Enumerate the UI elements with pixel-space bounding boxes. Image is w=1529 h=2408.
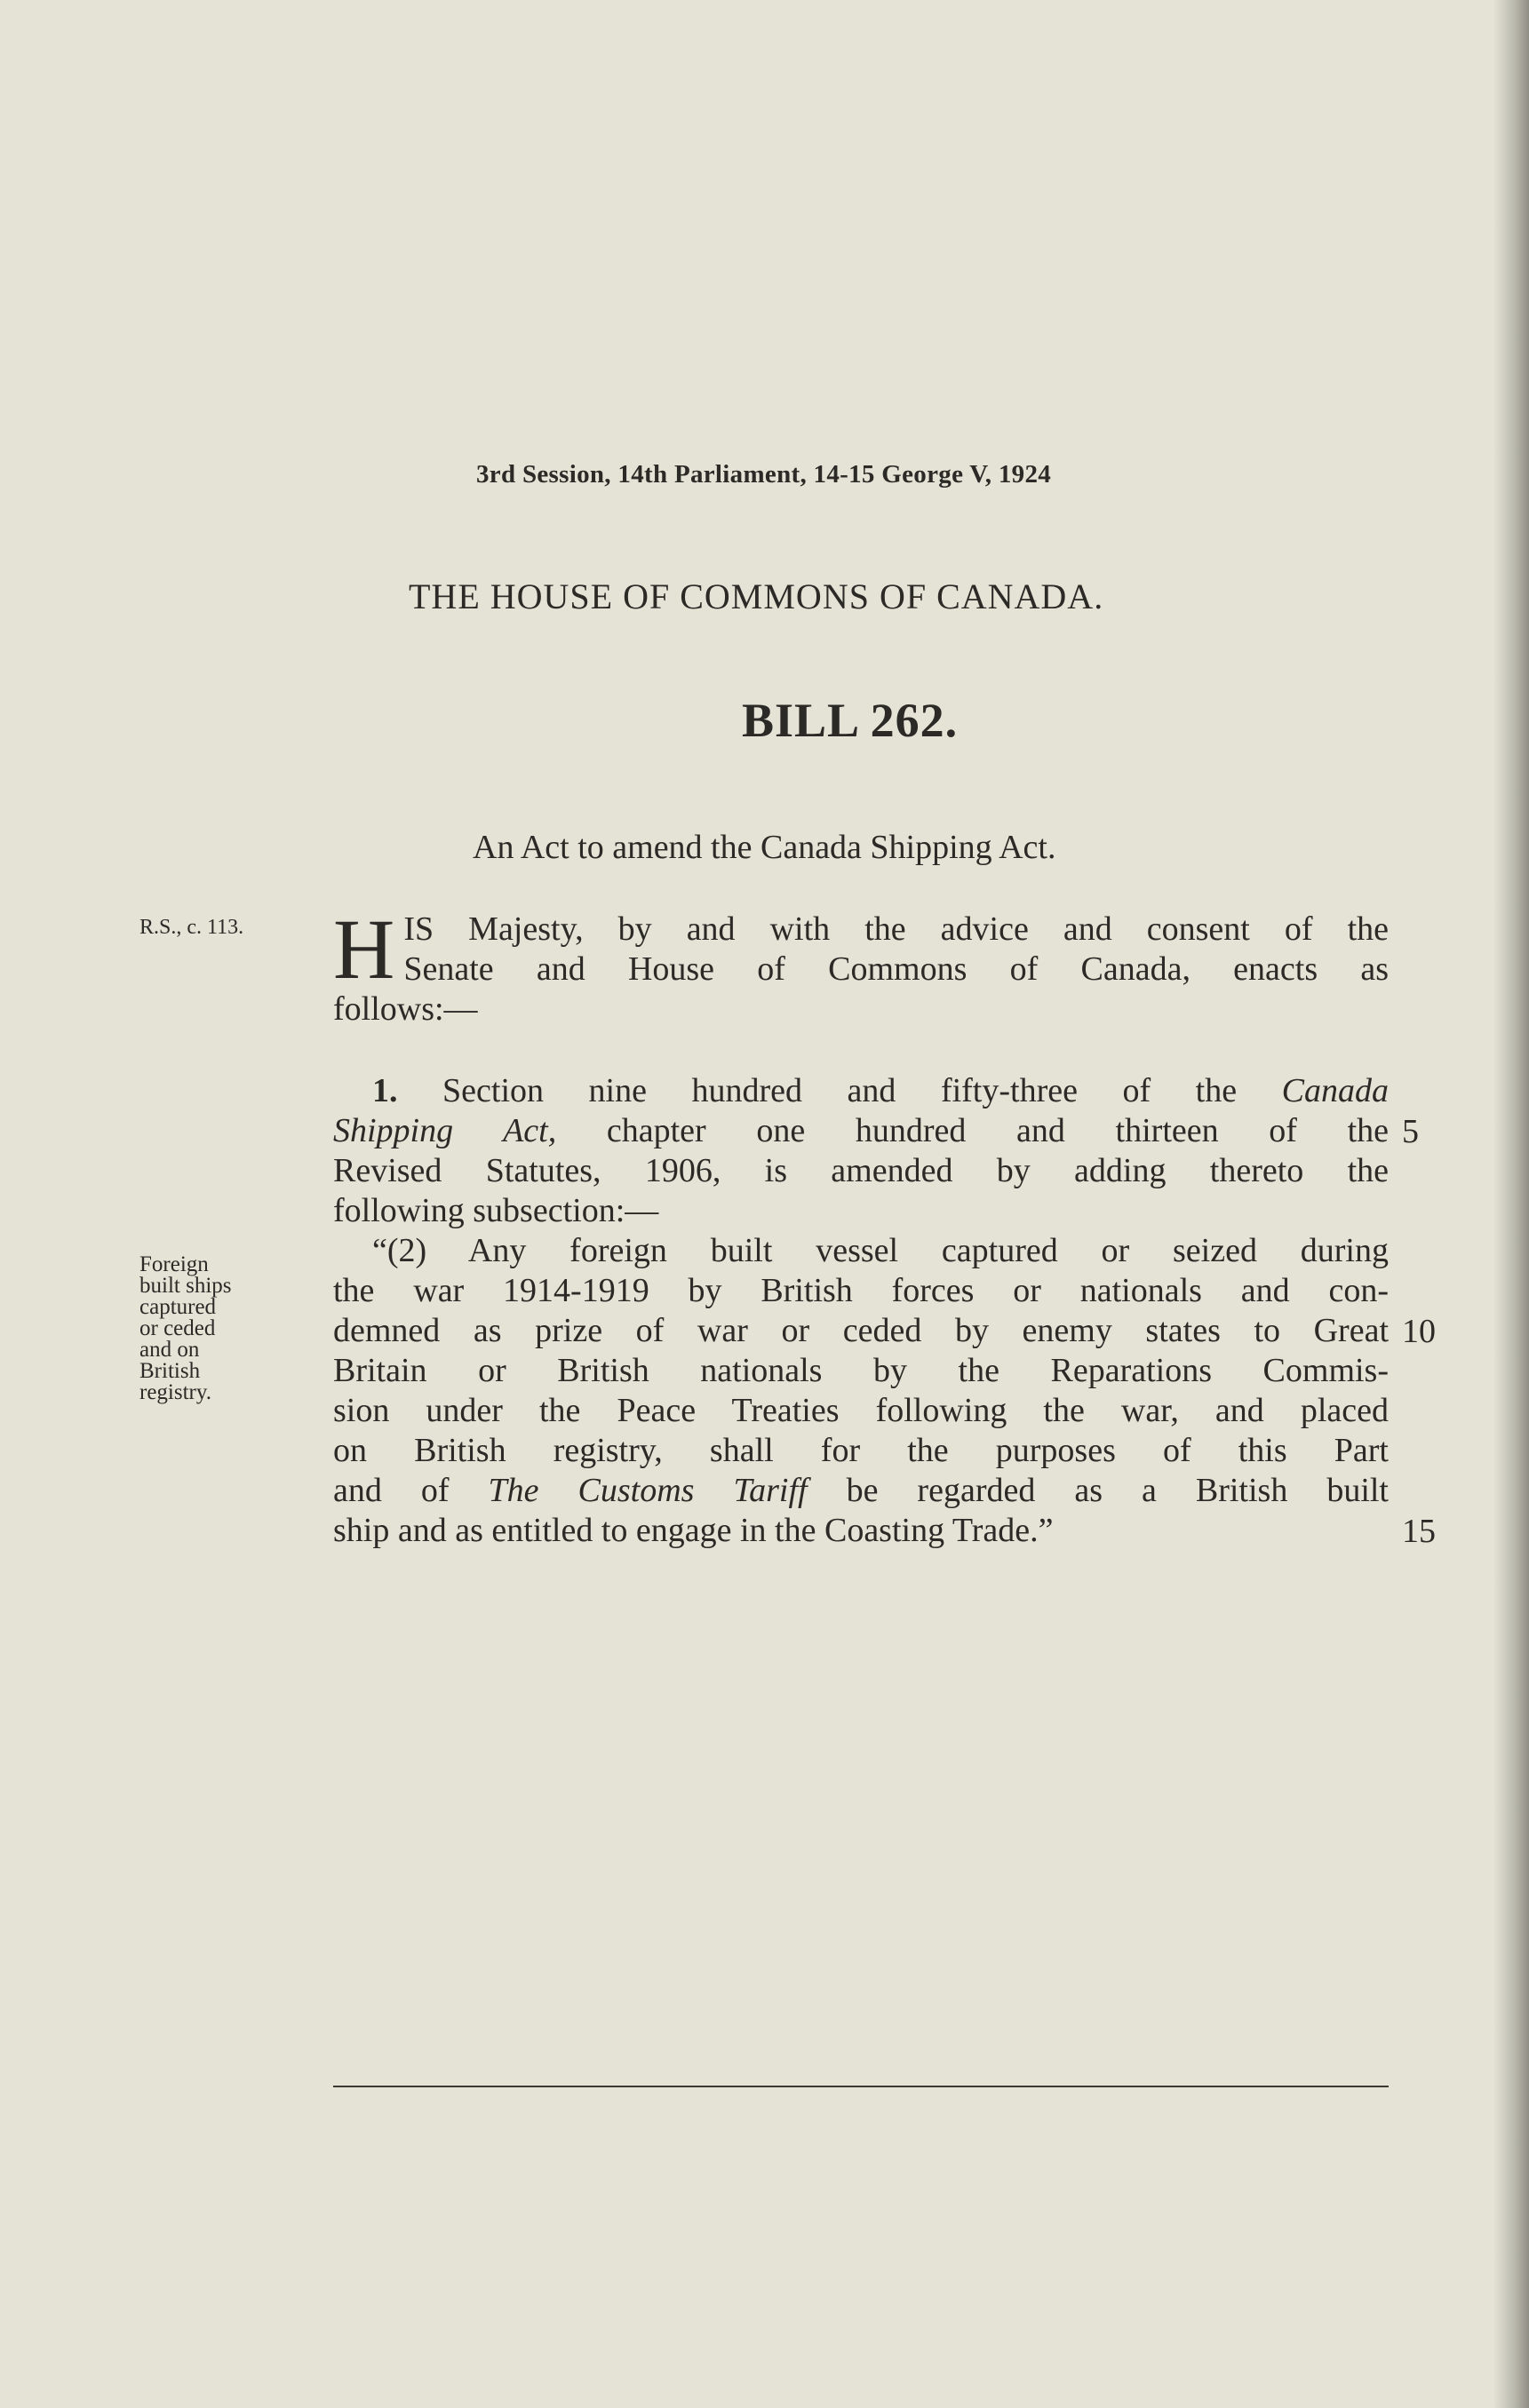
line-number: 15	[1402, 1513, 1436, 1550]
section-text: and of	[333, 1472, 489, 1509]
margin-note-line: registry.	[139, 1380, 211, 1404]
subsection-line: “(2) Any foreign built vessel captured or seized during	[372, 1232, 1389, 1269]
section-text: be regarded as a British built	[807, 1472, 1389, 1509]
section-line	[333, 1111, 1389, 1151]
line-number: 10	[1402, 1313, 1436, 1350]
margin-note-rs: R.S., c. 113.	[139, 916, 244, 939]
subsection-line: the war 1914-1919 by British forces or nationals and con-	[333, 1272, 1389, 1309]
section-number: 1.	[372, 1072, 398, 1109]
section-text: chapter one hundred and thirteen of the	[556, 1112, 1389, 1149]
enacting-line: follows:—	[333, 990, 478, 1028]
subsection-line: demned as prize of war or ceded by enemy states to Great	[333, 1312, 1389, 1349]
margin-note-line: captured	[139, 1295, 217, 1319]
section-text: Section nine hundred and fifty-three of the	[397, 1072, 1282, 1109]
page-edge-shadow	[1493, 0, 1529, 2408]
subsection-line: ship and as entitled to engage in the Coasting Trade.”	[333, 1512, 1054, 1549]
margin-note-line: British	[139, 1359, 201, 1383]
margin-note-line: or ceded	[139, 1316, 216, 1340]
margin-note-foreign-built-ships	[139, 1254, 282, 1403]
act-title: An Act to amend the Canada Shipping Act.	[473, 829, 1056, 866]
enacting-line: IS Majesty, by and with the advice and consent of the	[403, 910, 1389, 948]
subsection-line	[333, 1471, 1389, 1511]
house-title: THE HOUSE OF COMMONS OF CANADA.	[409, 576, 1104, 616]
line-number: 5	[1402, 1113, 1419, 1150]
section-line	[333, 1071, 1389, 1111]
margin-note-line: Foreign	[139, 1252, 209, 1276]
drop-cap: H	[333, 902, 395, 997]
subsection-line: sion under the Peace Treaties following the war, and placed	[333, 1392, 1389, 1429]
session-line: 3rd Session, 14th Parliament, 14-15 George V, 1924	[476, 460, 1052, 489]
enacting-line: Senate and House of Commons of Canada, enacts as	[403, 950, 1389, 988]
italic-text: The Customs Tariff	[488, 1472, 808, 1509]
section-1	[333, 1071, 1389, 1551]
margin-note-line: and on	[139, 1338, 200, 1362]
section-line: following subsection:—	[333, 1192, 659, 1229]
margin-note-line: built ships	[139, 1274, 232, 1298]
subsection-line: Britain or British nationals by the Reparations Commis-	[333, 1352, 1389, 1389]
enacting-clause	[333, 902, 1389, 1029]
italic-text: Shipping Act,	[333, 1112, 557, 1149]
bill-number: BILL 262.	[742, 694, 959, 747]
section-line: Revised Statutes, 1906, is amended by adding thereto the	[333, 1152, 1389, 1189]
bottom-rule	[333, 2086, 1389, 2087]
subsection-line: on British registry, shall for the purposes of this Part	[333, 1432, 1389, 1469]
italic-text: Canada	[1281, 1072, 1389, 1109]
